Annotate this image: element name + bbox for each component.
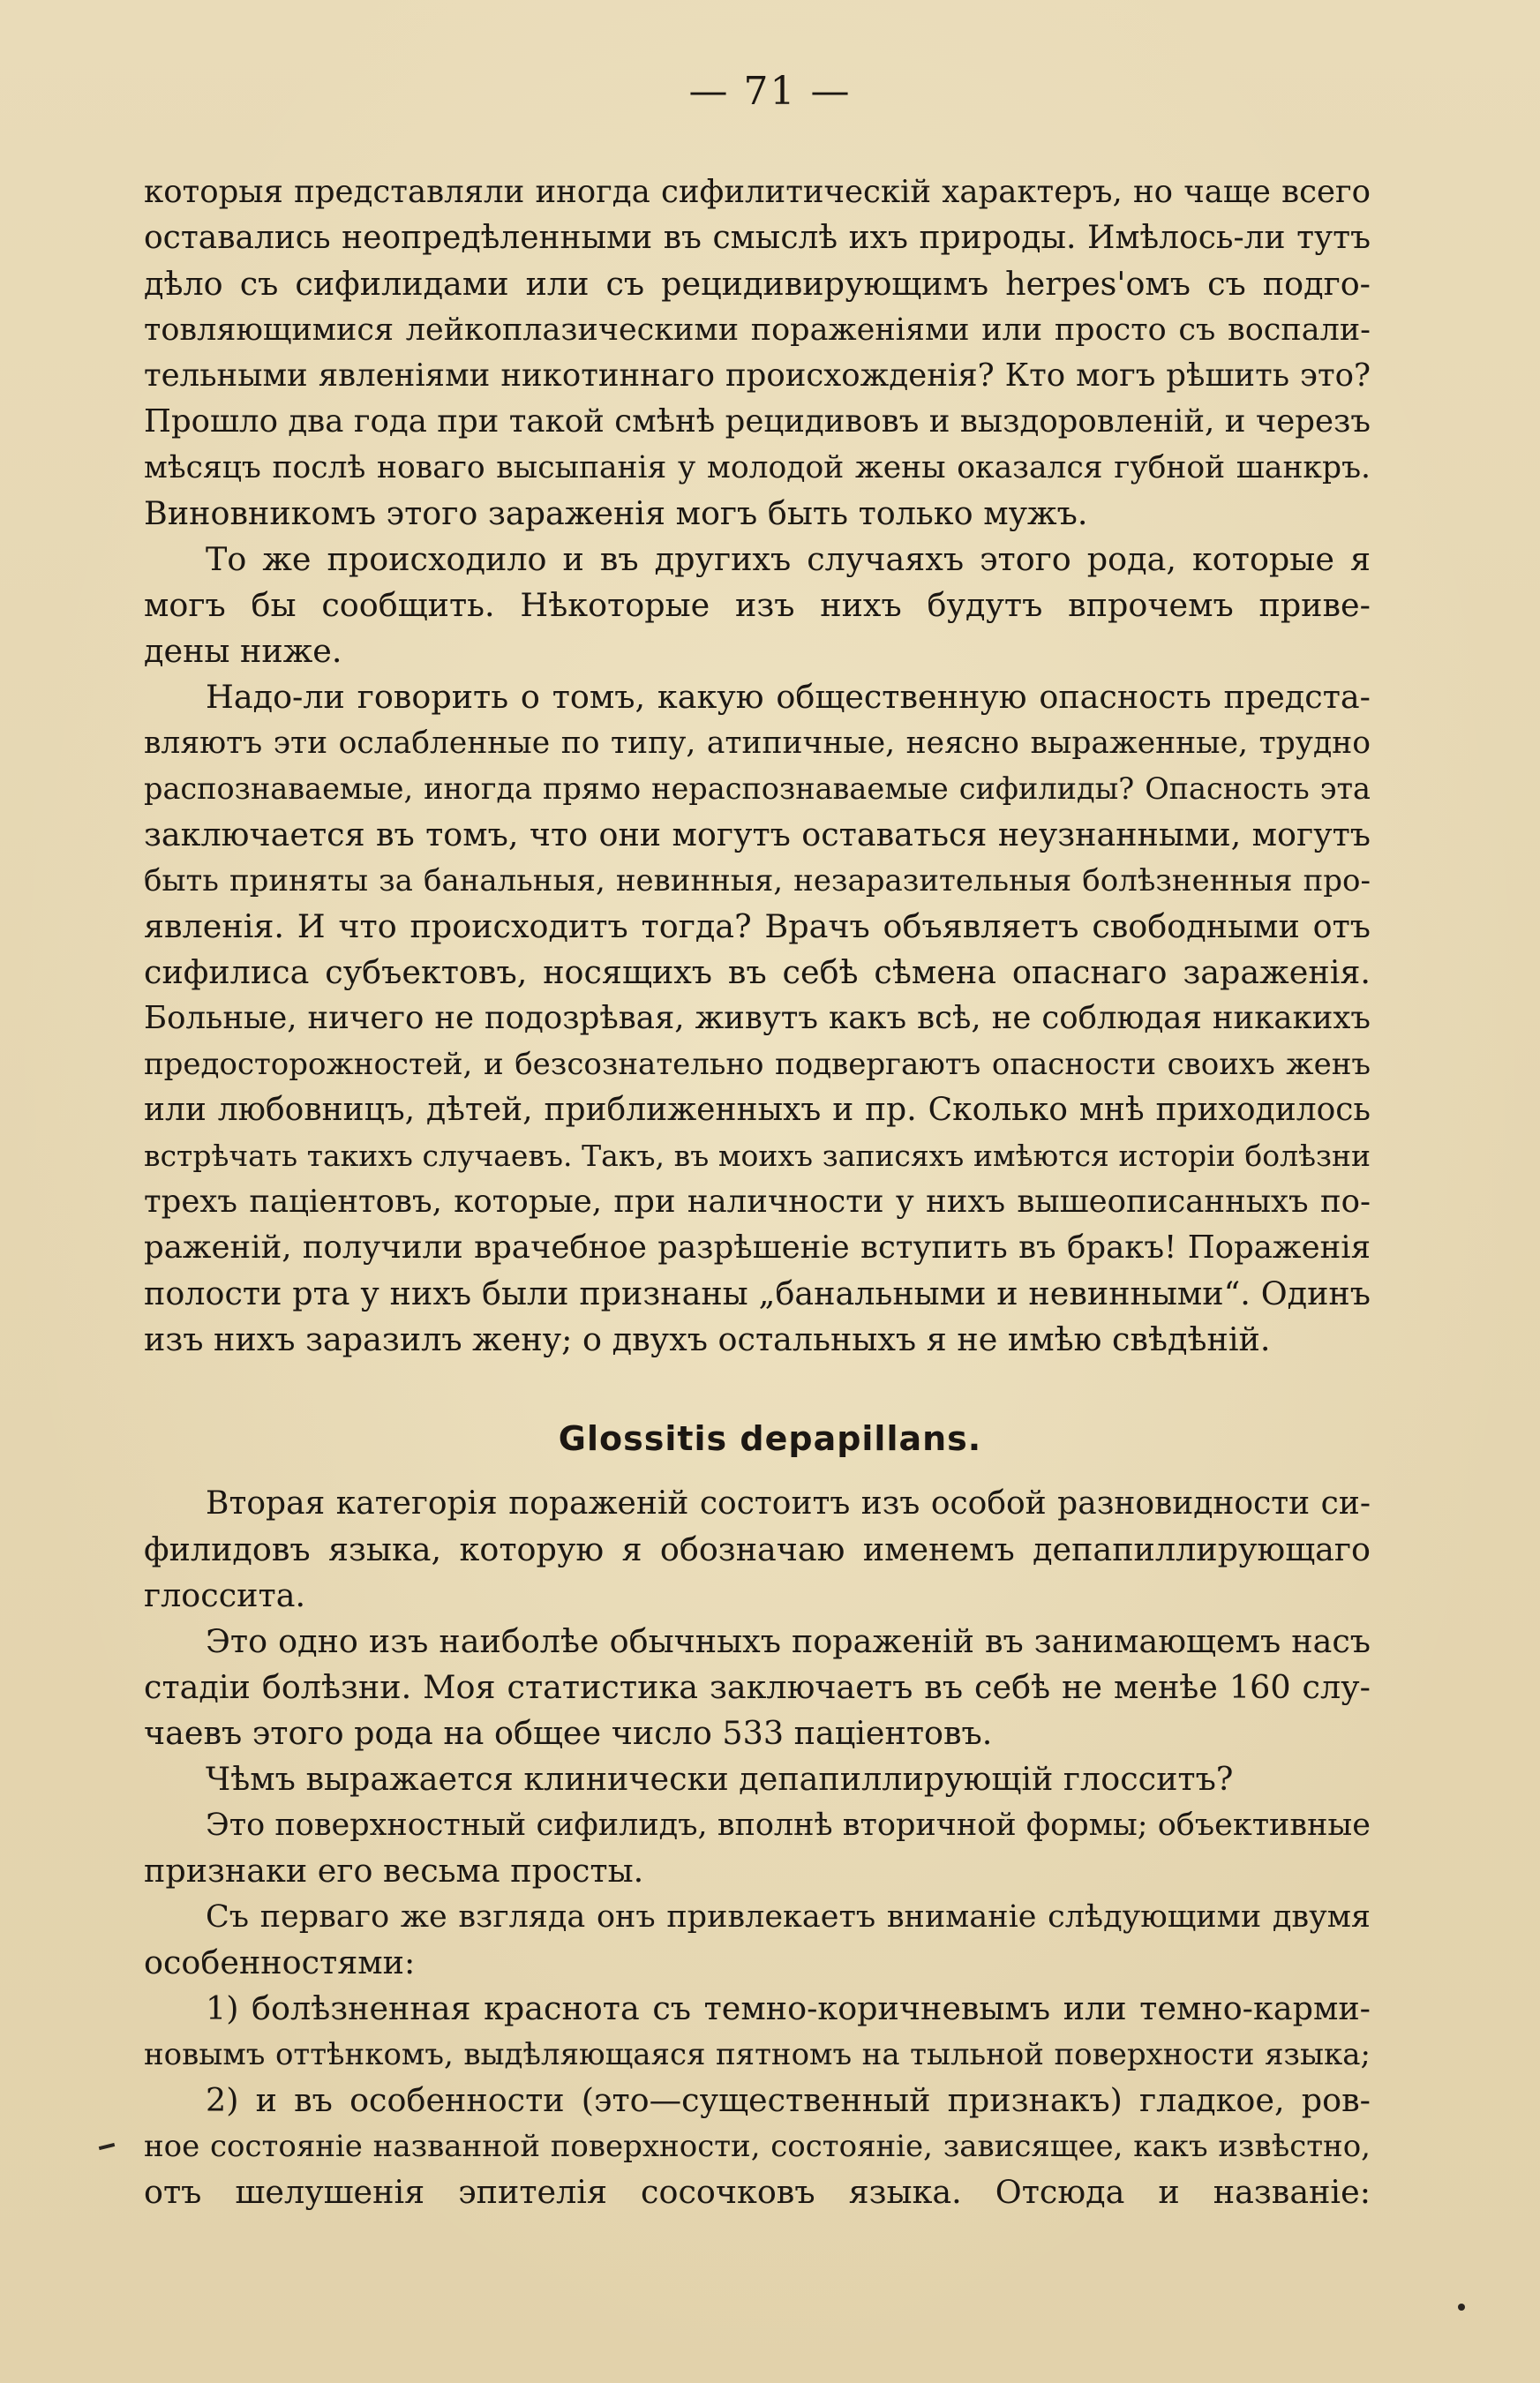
- text-line: трехъ паціентовъ, которые, при наличности у нихъ вышеописанныхъ по-: [144, 1184, 1371, 1220]
- text-line: особенностями:: [144, 1943, 416, 1981]
- text-line: новымъ оттѣнкомъ, выдѣляющаяся пятномъ на тыльной поверхности языка;: [144, 2037, 1371, 2072]
- text-line: быть приняты за банальныя, невинныя, незаразительныя болѣзненныя про-: [144, 863, 1371, 898]
- text-line: полости рта у нихъ были признаны „банальными и невинными“. Одинъ: [144, 1274, 1371, 1312]
- text-line: или любовницъ, дѣтей, приближенныхъ и пр. Сколько мнѣ приходилось: [144, 1092, 1371, 1128]
- text-line: заключается въ томъ, что они могутъ оставаться неузнанными, могутъ: [144, 816, 1371, 853]
- text-line: сифилиса субъектовъ, носящихъ въ себѣ сѣмена опаснаго зараженія.: [144, 953, 1371, 991]
- text-line: тельными явленіями никотиннаго происхожденія? Кто могъ рѣшить это?: [144, 357, 1371, 394]
- text-block-2: [144, 1481, 1371, 2215]
- text-line: Больные, ничего не подозрѣвая, живутъ какъ всѣ, не соблюдая никакихъ: [144, 1000, 1371, 1036]
- ink-speck: [1458, 2304, 1465, 2311]
- text-line: дены ниже.: [144, 632, 342, 670]
- text-line: ное состояніе названной поверхности, состояніе, зависящее, какъ извѣстно,: [144, 2129, 1371, 2164]
- section-heading: Glossitis depapillans.: [558, 1419, 982, 1458]
- text-line: изъ нихъ заразилъ жену; о двухъ остальныхъ я не имѣю свѣдѣній.: [144, 1320, 1271, 1358]
- text-line: глоссита.: [144, 1576, 306, 1614]
- text-line: товляющимися лейкоплазическими пораженіями или просто съ воспали-: [144, 312, 1371, 348]
- text-line: Съ перваго же взгляда онъ привлекаетъ вниманіе слѣдующими двумя: [206, 1899, 1371, 1935]
- text-line: Надо-ли говорить о томъ, какую общественную опасность предста-: [206, 678, 1371, 716]
- text-line: Это одно изъ наиболѣе обычныхъ пораженій въ занимающемъ насъ: [206, 1622, 1371, 1660]
- text-line: вляютъ эти ослабленные по типу, атипичные, неясно выраженные, трудно: [144, 725, 1371, 761]
- text-line: дѣло съ сифилидами или съ рецидивирующимъ herpes'омъ съ подго-: [144, 265, 1371, 303]
- text-line: отъ шелушенія эпителія сосочковъ языка. Отсюда и названіе:: [144, 2173, 1371, 2211]
- text-line: распознаваемые, иногда прямо нераспознаваемые сифилиды? Опасность эта: [144, 771, 1371, 806]
- text-line: филидовъ языка, которую я обозначаю именемъ депапиллирующаго: [144, 1530, 1371, 1568]
- text-line: раженій, получили врачебное разрѣшеніе вступить въ бракъ! Пораженія: [144, 1229, 1371, 1266]
- text-line: которыя представляли иногда сифилитическій характеръ, но чаще всего: [144, 174, 1371, 210]
- text-line: 1) болѣзненная краснота съ темно-коричневымъ или темно-карми-: [206, 1989, 1371, 2027]
- text-line: Это поверхностный сифилидъ, вполнѣ вторичной формы; объективные: [206, 1808, 1371, 1843]
- text-line: То же происходило и въ другихъ случаяхъ этого рода, которые я: [206, 540, 1371, 578]
- text-line: оставались неопредѣленными въ смыслѣ ихъ природы. Имѣлось-ли тутъ: [144, 220, 1371, 256]
- text-line: Прошло два года при такой смѣнѣ рецидивовъ и выздоровленій, и черезъ: [144, 403, 1371, 440]
- text-line: Чѣмъ выражается клинически депапиллирующій глосситъ?: [206, 1760, 1234, 1798]
- text-block-1: [144, 169, 1371, 1363]
- text-line: мѣсяцъ послѣ новаго высыпанія у молодой жены оказался губной шанкръ.: [144, 450, 1371, 485]
- text-line: стадіи болѣзни. Моя статистика заключаетъ въ себѣ не менѣе 160 слу-: [144, 1668, 1371, 1706]
- margin-mark: [99, 2143, 115, 2150]
- text-line: Виновникомъ этого зараженія могъ быть только мужъ.: [144, 494, 1088, 532]
- text-line: встрѣчать такихъ случаевъ. Такъ, въ моихъ записяхъ имѣются исторіи болѣзни: [144, 1139, 1371, 1173]
- text-line: явленія. И что происходитъ тогда? Врачъ объявляетъ свободными отъ: [144, 907, 1371, 945]
- text-line: могъ бы сообщить. Нѣкоторые изъ нихъ будутъ впрочемъ приве-: [144, 586, 1371, 624]
- text-line: предосторожностей, и безсознательно подвергаютъ опасности своихъ женъ: [144, 1047, 1371, 1082]
- text-line: признаки его весьма просты.: [144, 1852, 644, 1890]
- text-line: чаевъ этого рода на общее число 533 паціентовъ.: [144, 1714, 993, 1752]
- text-line: Вторая категорія пораженій состоитъ изъ особой разновидности си-: [206, 1485, 1371, 1522]
- page-number: — 71 —: [688, 69, 852, 114]
- text-line: 2) и въ особенности (это—существенный признакъ) гладкое, ров-: [206, 2081, 1371, 2119]
